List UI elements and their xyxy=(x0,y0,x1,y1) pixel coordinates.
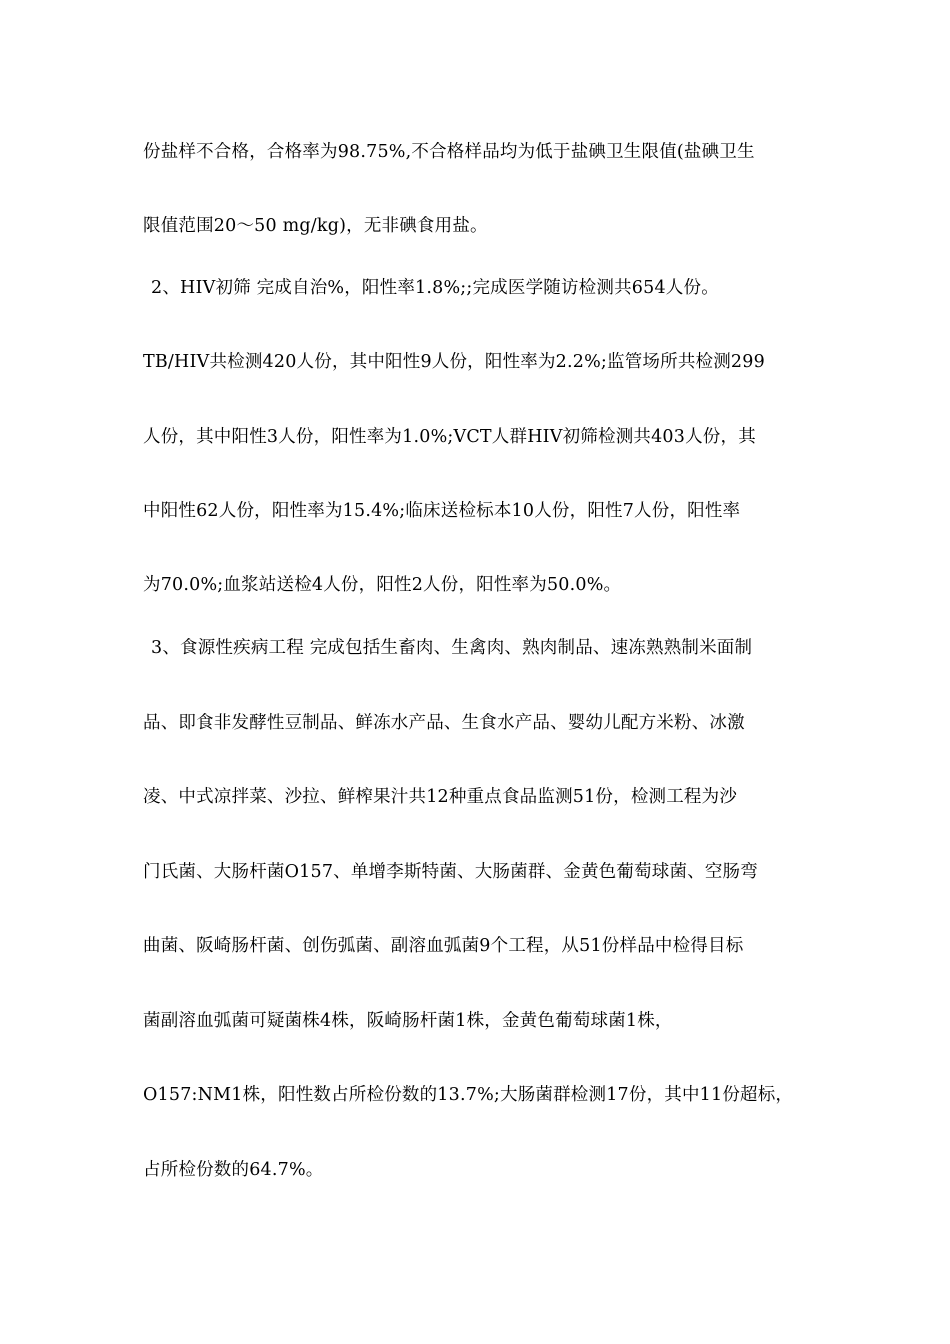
section-2-heading-line: 2、HIV初筛 完成自治%，阳性率1.8%;;完成医学随访检测共654人份。 xyxy=(151,278,719,298)
paragraph-line: 占所检份数的64.7%。 xyxy=(143,1160,324,1180)
paragraph-line: 份盐样不合格，合格率为98.75%,不合格样品均为低于盐碘卫生限值(盐碘卫生 xyxy=(143,142,755,162)
paragraph-line: 中阳性62人份，阳性率为15.4%;临床送检标本10人份，阳性7人份，阳性率 xyxy=(143,501,741,521)
paragraph-line: O157:NM1株，阳性数占所检份数的13.7%;大肠菌群检测17份，其中11份超标， xyxy=(143,1085,794,1105)
paragraph-line: 为70.0%;血浆站送检4人份，阳性2人份，阳性率为50.0%。 xyxy=(143,575,622,595)
paragraph-line: 曲菌、阪崎肠杆菌、创伤弧菌、副溶血弧菌9个工程，从51份样品中检得目标 xyxy=(143,936,744,956)
section-3-heading-line: 3、食源性疾病工程 完成包括生畜肉、生禽肉、熟肉制品、速冻熟熟制米面制 xyxy=(151,638,753,658)
paragraph-line: 门氏菌、大肠杆菌O157、单增李斯特菌、大肠菌群、金黄色葡萄球菌、空肠弯 xyxy=(143,862,758,882)
paragraph-line: 限值范围20～50 mg/kg)，无非碘食用盐。 xyxy=(143,216,488,236)
paragraph-line: 菌副溶血弧菌可疑菌株4株，阪崎肠杆菌1株，金黄色葡萄球菌1株， xyxy=(143,1011,673,1031)
paragraph-line: TB/HIV共检测420人份，其中阳性9人份，阳性率为2.2%;监管场所共检测299 xyxy=(143,352,765,372)
paragraph-line: 人份，其中阳性3人份，阳性率为1.0%;VCT人群HIV初筛检测共403人份，其 xyxy=(143,427,756,447)
paragraph-line: 品、即食非发酵性豆制品、鲜冻水产品、生食水产品、婴幼儿配方米粉、冰激 xyxy=(143,713,745,733)
paragraph-line: 凌、中式凉拌菜、沙拉、鲜榨果汁共12种重点食品监测51份，检测工程为沙 xyxy=(143,787,738,807)
